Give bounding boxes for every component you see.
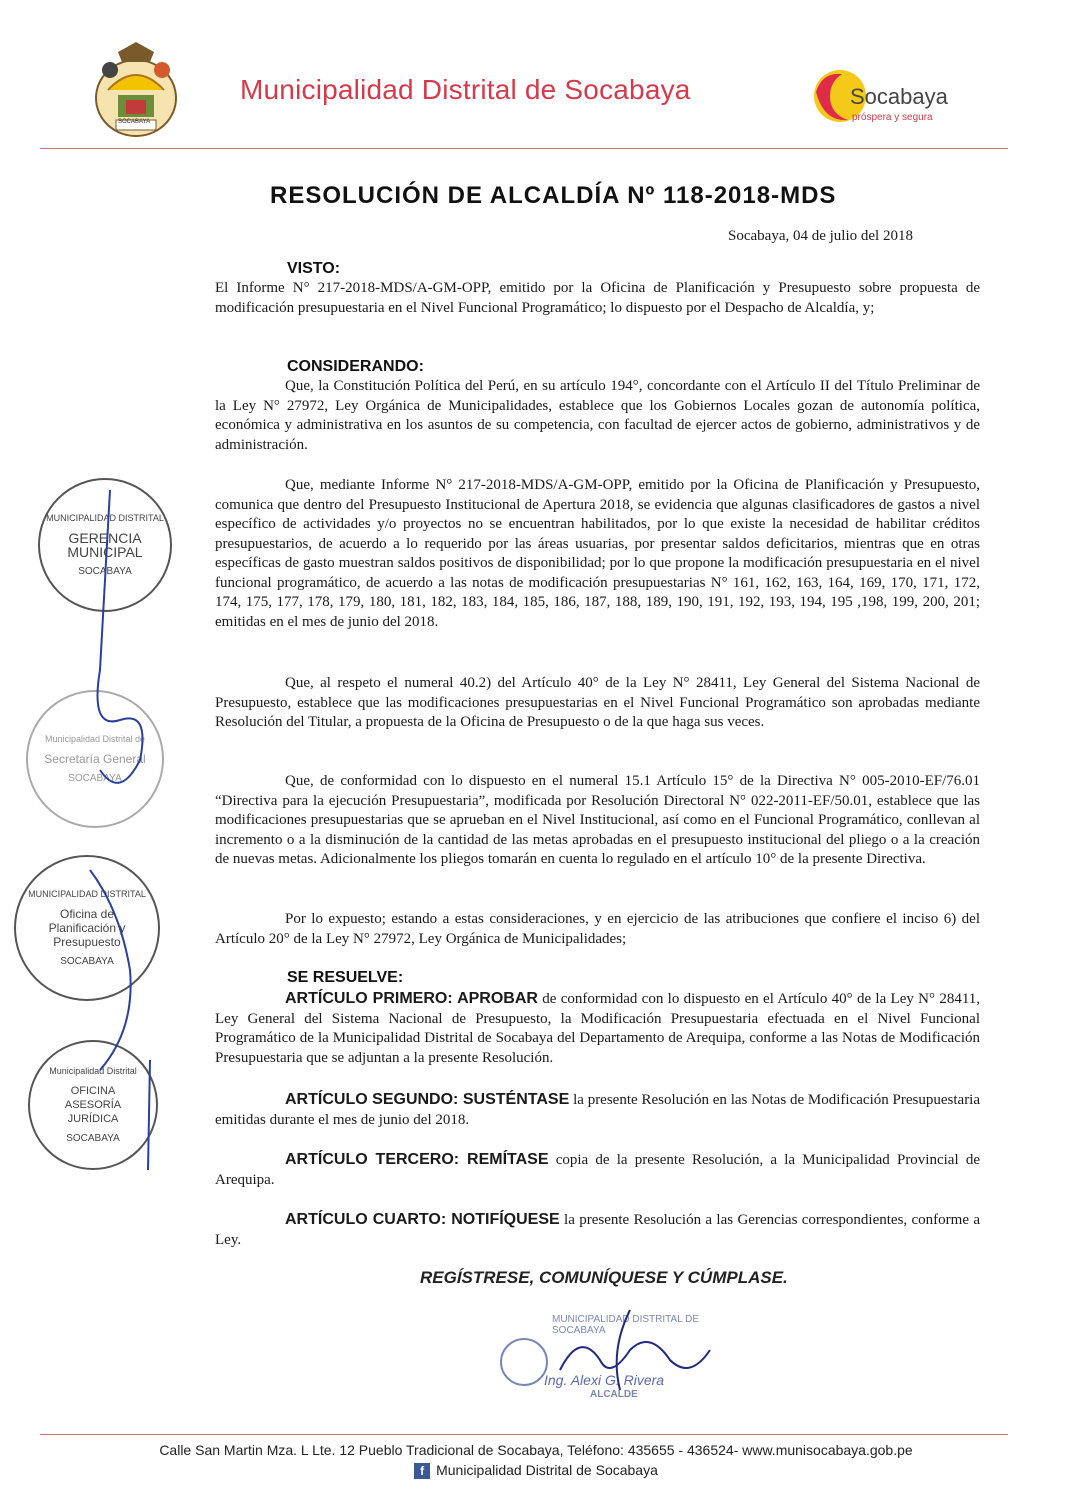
stamp-center-text: OFICINA ASESORÍA JURÍDICA [64,1085,122,1125]
signature-stamp-line: MUNICIPALIDAD DISTRITAL DE SOCABAYA [552,1314,700,1336]
stamp-ring-text: Municipalidad Distrital de [44,734,146,744]
municipal-crest-logo [88,40,184,140]
considerando-paragraph: Que, de conformidad con lo dispuesto en el numeral 15.1 Artículo 15° de la Directiva N° 005-2010-EF/76.01 “Directiva para la ejecución Presupuestaria”, modificada por Resolución Directoral N° 022-2011-EF/50.01, establece que las modificaciones presupuestarias que se aprueban en el Nivel Institucional, así como en el Funcional Programático, conllevan al incremento o a la disminución de la cantidad de las metas aprobadas en el presupuesto institucional del pliego o a la creación de nuevas metas. Adicionalmente los pliegos tomarán en cuenta lo regulado en el artículo 10° de la presente Directiva. [215,773,980,867]
municipality-header-title: Municipalidad Distrital de Socabaya [240,74,691,105]
visto-heading: VISTO: [287,260,341,277]
article-text: de conformidad con lo dispuesto en el Artículo 40° de la Ley N° 28411, Ley General del Sistema Nacional de Presupuesto, la Modificación Presupuestaria efectuada en el Nivel Funcional Programático de la Municipalidad Distrital de Socabaya del Departamento de Arequipa, conforme a las Notas de Modificación Presupuestaria que se adjuntan a la presente Resolución. [215,991,981,1066]
article-primero [215,989,980,1068]
resolution-date: Socabaya, 04 de julio del 2018 [728,228,913,244]
considerando-paragraph: Por lo expuesto; estando a estas consideraciones, y en ejercicio de las atribuciones que confiere el inciso 6) del Artículo 20° de la Ley N° 27972, Ley Orgánica de Municipalidades; [215,911,980,947]
article-cuarto [215,1210,980,1250]
header-divider [40,148,1008,149]
considerando-heading: CONSIDERANDO: [287,358,424,375]
handwritten-initials [60,470,170,1170]
footer-divider [40,1434,1008,1435]
stamp-center-text: GERENCIA MUNICIPAL [67,530,143,560]
facebook-icon: f [414,1463,430,1479]
crest-label: SOCABAYA [118,119,151,125]
socabaya-brand-logo [808,62,968,132]
visto-text: El Informe N° 217-2018-MDS/A-GM-OPP, emitido por la Oficina de Planificación y Presupuesto sobre propuesta de modificación presupuestaria en el Nivel Funcional Programático; lo dispuesto por el Despacho de Alcaldía, y; [215,280,980,316]
stamp-bottom-text: SOCABAYA [68,773,122,784]
stamp-ring-text: MUNICIPALIDAD DISTRITAL [46,513,164,523]
article-tercero [215,1150,980,1190]
article-label: ARTÍCULO SEGUNDO: SUSTÉNTASE [285,1091,570,1108]
resolution-title: RESOLUCIÓN DE ALCALDÍA Nº 118-2018-MDS [270,182,837,209]
considerando-paragraph: Que, al respeto el numeral 40.2) del Artículo 40° de la Ley N° 28411, Ley General del Sistema Nacional de Presupuesto, establece que las modificaciones presupuestarias en el Nivel Funcional Programático son aprobadas mediante Resolución del Titular, a propuesta de la Oficina de Presupuesto o de la que haga sus veces. [215,675,980,730]
closing-formula: REGÍSTRESE, COMUNÍQUESE Y CÚMPLASE. [420,1268,788,1287]
brand-tagline: próspera y segura [852,112,933,123]
stamp-bottom-text: SOCABAYA [78,566,132,577]
footer-facebook [0,1462,1072,1479]
article-text: la presente Resolución en las Notas de Modificación Presupuestaria emitidas durante el mes de junio del 2018. [215,1092,981,1128]
stamp-bottom-text: SOCABAYA [66,1133,120,1144]
resuelve-heading: SE RESUELVE: [287,969,404,986]
stamp-bottom-text: SOCABAYA [60,956,114,967]
article-label: ARTÍCULO CUARTO: NOTIFÍQUESE [285,1211,560,1228]
stamp-center-text: Secretaría General [44,752,146,766]
stamp-ring-text: MUNICIPALIDAD DISTRITAL [28,889,146,899]
article-text: la presente Resolución a las Gerencias correspondientes, conforme a Ley. [215,1212,980,1248]
brand-name: Socabaya [850,84,948,109]
stamp-ring-text: Municipalidad Distrital [49,1066,137,1076]
article-label: ARTÍCULO PRIMERO: APROBAR [285,990,538,1007]
facebook-label: Municipalidad Distrital de Socabaya [436,1462,658,1478]
considerando-paragraph: Que, la Constitución Política del Perú, en su artículo 194°, concordante con el Artículo II del Título Preliminar de la Ley N° 27972, Ley Orgánica de Municipalidades, establece que los Gobiernos Locales gozan de autonomía política, económica y administrativa en los asuntos de su competencia, con facultad de ejercer actos de gobierno, administrativos y de administración. [215,378,980,453]
considerando-paragraph: Que, mediante Informe N° 217-2018-MDS/A-GM-OPP, emitido por la Oficina de Planificación y Presupuesto, comunica que dentro del Presupuesto Institucional de Apertura 2018, se evidencia que algunas clasificadores de gastos a nivel específico de actividades y/o proyectos no se encuentran habilitados, por lo que existe la necesidad de habilitar créditos presupuestarios, de acuerdo a lo requerido por las áreas usuarias, por presentar saldos deficitarios, mientras que en otras específicas de gasto muestran saldos positivos de disponibilidad; por lo que propone la modificación presupuestaria en el nivel funcional programático, de acuerdo a las notas de modificación presupuestarias N° 161, 162, 163, 164, 169, 170, 171, 172, 174, 175, 177, 178, 179, 180, 181, 182, 183, 184, 185, 186, 187, 188, 189, 190, 191, 192, 193, 194, 195 ,198, 199, 200, 201; emitidas en el mes de junio del 2018. [215,477,980,630]
mayor-name: Ing. Alexi G. Rivera [544,1372,665,1388]
article-segundo [215,1090,980,1130]
article-label: ARTÍCULO TERCERO: REMÍTASE [285,1151,549,1168]
mayor-signature-block [500,1290,740,1410]
footer-address: Calle San Martin Mza. L Lte. 12 Pueblo Tradicional de Socabaya, Teléfono: 435655 - 436524- www.munisocabaya.gob.pe [159,1442,913,1458]
stamp-center-text: Oficina de Planificación y Presupuesto [48,907,126,949]
mayor-role: ALCALDE [590,1389,638,1400]
article-text: copia de la presente Resolución, a la Municipalidad Provincial de Arequipa. [215,1152,980,1188]
